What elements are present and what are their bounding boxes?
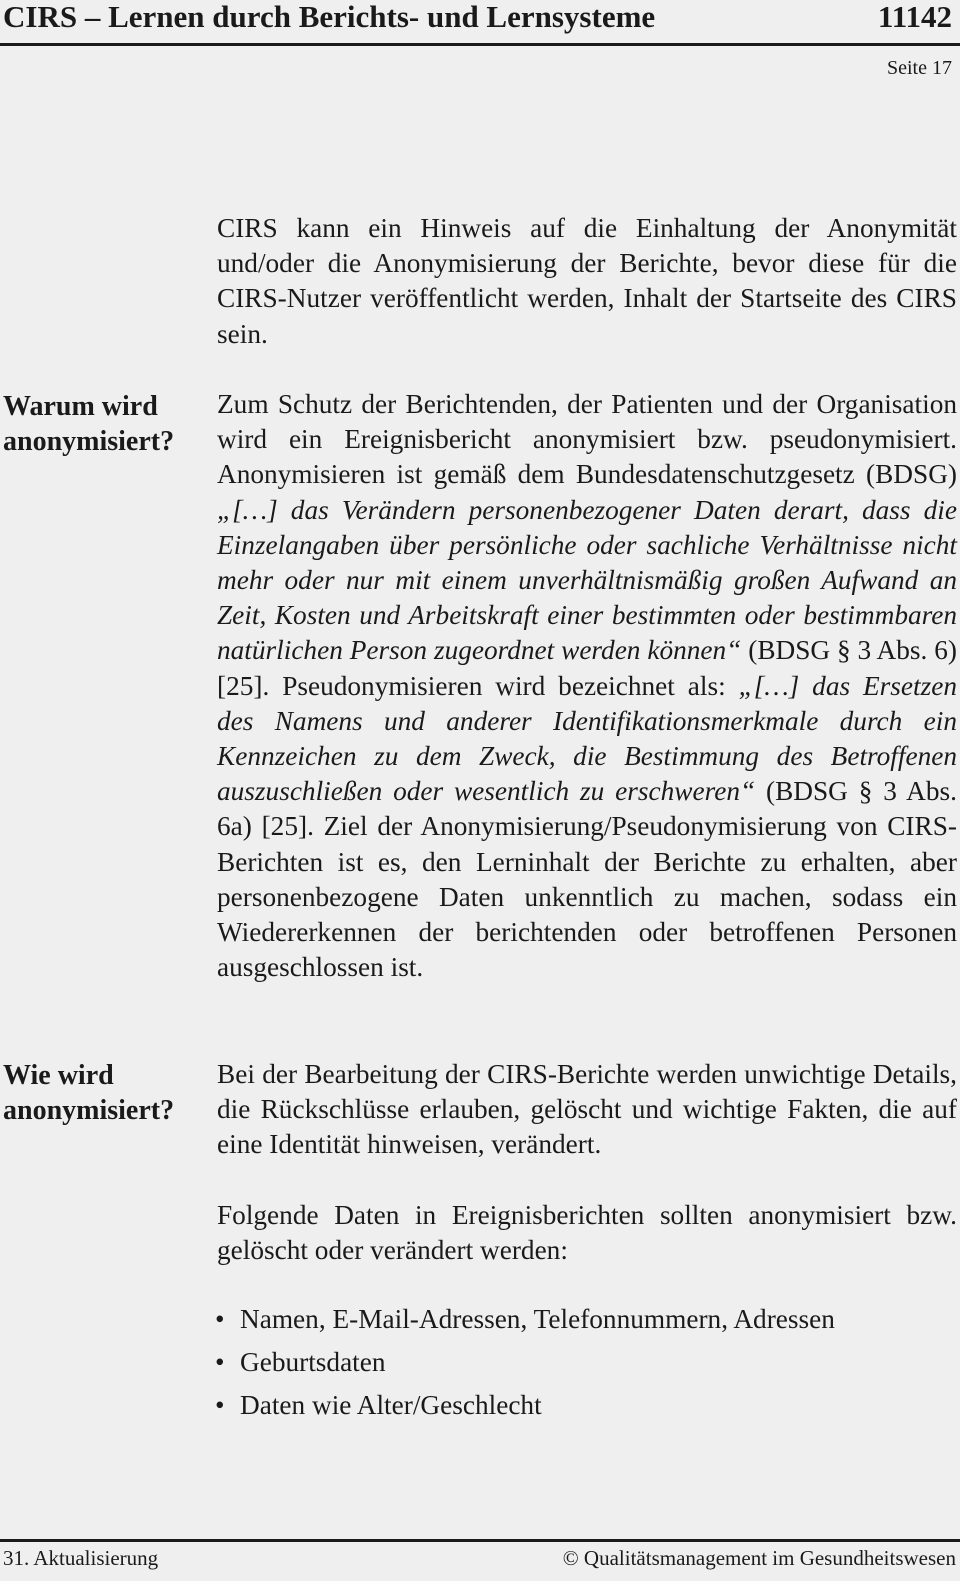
bdsg-quote-anonymize: „[…] das Verändern personenbezogener Daten derart, dass die Einzelangaben über persönliche oder sachliche Verhältnisse nicht mehr oder nur mit einem unverhältnismäßig großen Aufwand an Zeit, Kosten und Arbeitskraft einer bestimmten oder bestimmbaren natürlichen Person zugeordnet werden können“ [217,494,957,666]
why-text-part1: Zum Schutz der Berichtenden, der Patienten und der Organisation wird ein Ereignisbericht anonymisiert bzw. pseudonymisiert. Anonymisieren ist gemäß dem Bundesdatenschutzgesetz (BDSG) [217,389,957,490]
intro-paragraph: CIRS kann ein Hinweis auf die Einhaltung der Anonymität und/oder die Anonymisierung der Berichte, bevor diese für die CIRS-Nutzer veröffentlicht werden, Inhalt der Startseite des CIRS sein. [217,213,957,349]
footer-edition: 31. Aktualisierung [3,1546,159,1570]
page-number: Seite 17 [887,57,952,79]
footer-copyright: © Qualitätsmanagement im Gesundheitswesen [562,1546,956,1570]
header-divider [0,43,960,46]
margin-heading-how: Wie wird anonymisiert? [3,1060,175,1126]
chapter-number: 11142 [877,0,952,34]
list-item: • Geburtsdaten [215,1341,955,1384]
why-paragraph [217,387,957,985]
running-header-title: CIRS – Lernen durch Berichts- und Lernsysteme [3,0,656,34]
anonymize-data-list [215,1298,955,1427]
margin-heading-why: Warum wird anonymisiert? [3,391,175,457]
how-paragraph: Bei der Bearbeitung der CIRS-Berichte werden unwichtige Details, die Rückschlüsse erlauben, gelöscht und wichtige Fakten, die auf eine Identität hinweisen, verändert. [217,1059,957,1160]
list-item: • Namen, E-Mail-Adressen, Telefonnummern, Adressen [215,1298,955,1341]
bdsg-quote-pseudonymize: „[…] das Ersetzen des Namens und anderer Identifikationsmerkmale durch ein Kennzeichen zu dem Zweck, die Bestimmung des Betroffenen auszuschließen oder wesentlich zu erschweren“ [217,670,957,807]
why-text-part3: (BDSG § 3 Abs. 6a) [25]. Ziel der Anonymisierung/Pseudonymisierung von CIRS-Berichten ist es, den Lerninhalt der Berichte zu erhalten, aber personenbezogene Daten unkenntlich zu machen, sodass ein Wiedererkennen der berichtenden oder betroffenen Personen ausgeschlossen ist. [217,776,957,983]
footer-divider [0,1539,960,1542]
list-intro-paragraph: Folgende Daten in Ereignisberichten sollten anonymisiert bzw. gelöscht oder verändert werden: [217,1200,957,1266]
why-text-part2: (BDSG § 3 Abs. 6) [25]. Pseudonymisieren wird bezeichnet als: [217,635,957,701]
list-item: • Daten wie Alter/Geschlecht [215,1384,955,1427]
